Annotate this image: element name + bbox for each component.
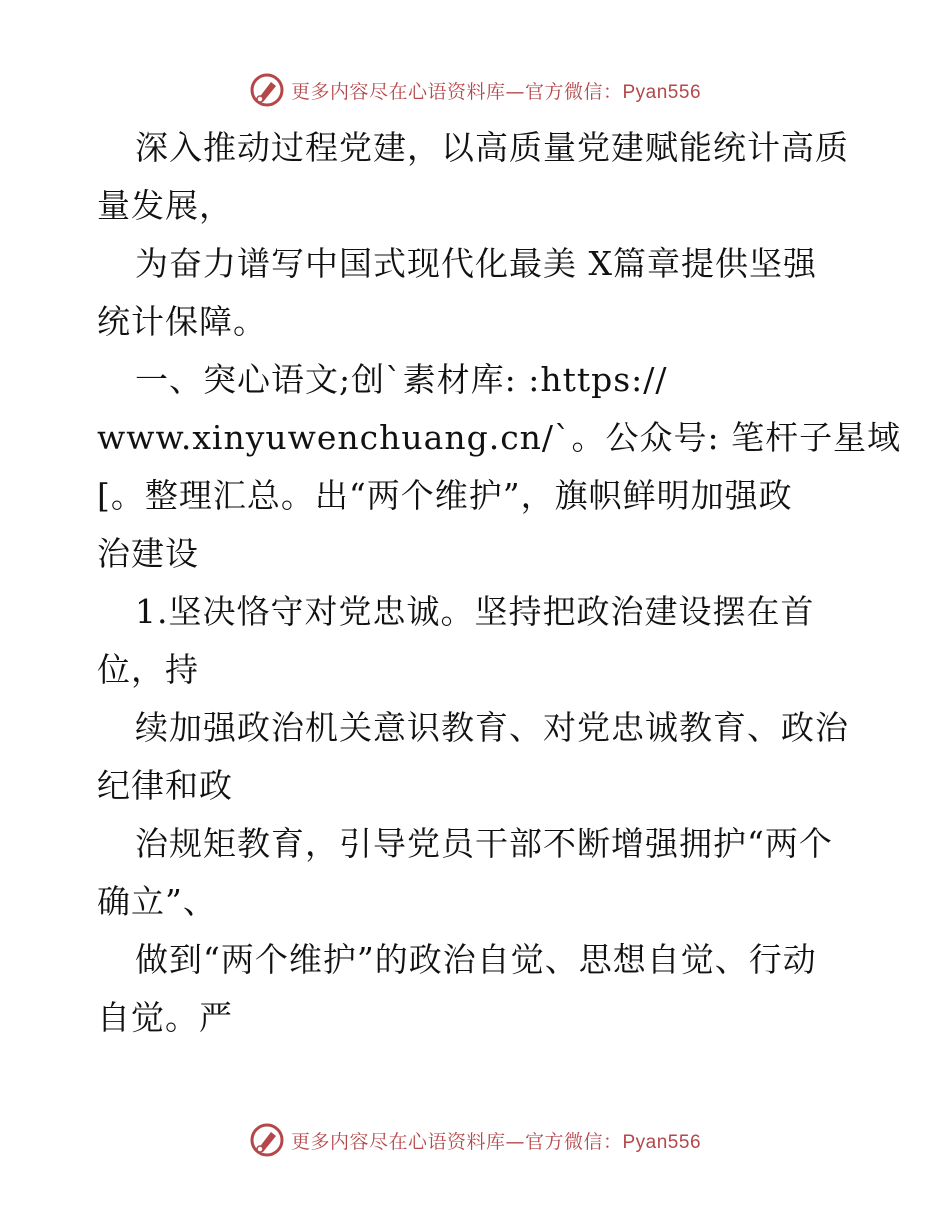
text-line: 统计保障。: [97, 302, 267, 341]
header-banner-text: 更多内容尽在心语资料库—官方微信：Pyan556: [290, 80, 702, 103]
text-line: 位，持: [97, 650, 199, 689]
text-line: 治建设: [97, 534, 199, 573]
header-banner: [0, 70, 950, 110]
text-line: 一、突心语文;创`素材库: :https://: [135, 360, 668, 399]
footer-banner-text: 更多内容尽在心语资料库—官方微信：Pyan556: [290, 1130, 702, 1153]
text-line: 确立”、: [97, 882, 217, 921]
text-line: 为奋力谱写中国式现代化最美 X篇章提供坚强: [135, 244, 817, 283]
pen-logo-icon: [249, 1122, 285, 1158]
text-line: 纪律和政: [97, 766, 233, 805]
text-line: 治规矩教育，引导党员干部不断增强拥护“两个: [135, 824, 833, 863]
text-line: 自觉。严: [97, 998, 233, 1037]
text-line: 量发展，: [97, 186, 233, 225]
text-line: 深入推动过程党建，以高质量党建赋能统计高质: [135, 128, 849, 167]
text-line: 1.坚决恪守对党忠诚。坚持把政治建设摆在首: [135, 592, 815, 631]
text-line: 续加强政治机关意识教育、对党忠诚教育、政治: [135, 708, 849, 747]
text-line: www.xinyuwenchuang.cn/`。公众号: 笔杆子星域: [97, 418, 902, 457]
text-line: [。整理汇总。出“两个维护”，旗帜鲜明加强政: [97, 476, 793, 515]
pen-logo-icon: [249, 72, 285, 108]
footer-banner: [0, 1120, 950, 1160]
text-line: 做到“两个维护”的政治自觉、思想自觉、行动: [135, 940, 817, 979]
document-body: [97, 119, 902, 1047]
